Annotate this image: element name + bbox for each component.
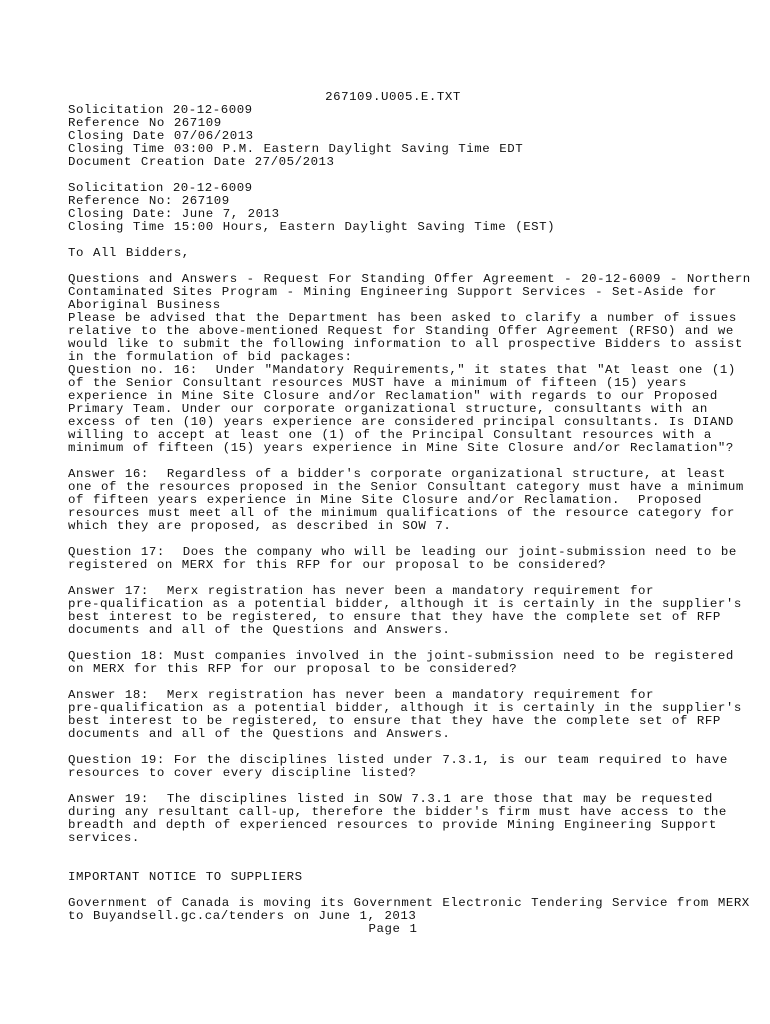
paragraph-line: services. (68, 831, 140, 845)
paragraph-line: would like to submit the following information to all prospective Bidders to assist (68, 337, 743, 351)
greeting: To All Bidders, (68, 246, 190, 260)
page-number: Page 1 (368, 922, 418, 936)
file-title: 267109.U005.E.TXT (325, 90, 461, 104)
paragraph-line: breadth and depth of experienced resources to provide Mining Engineering Support (68, 818, 717, 832)
paragraph-line: on MERX for this RFP for our proposal to be considered? (68, 662, 518, 676)
paragraph-line: best interest to be registered, to ensure that they have the complete set of RFP (68, 714, 721, 728)
paragraph-line: of the Senior Consultant resources MUST have a minimum of fifteen (15) years (68, 376, 687, 390)
block1-line: Document Creation Date 27/05/2013 (68, 155, 335, 169)
paragraph-line: willing to accept at least one (1) of the Principal Consultant resources with a (68, 428, 712, 442)
paragraph-line: Question no. 16: Under "Mandatory Requirements," it states that "At least one (1) (68, 363, 736, 377)
block2-line: Reference No: 267109 (68, 194, 230, 208)
spacer (68, 845, 718, 858)
block1-line: Solicitation 20-12-6009 (68, 103, 253, 117)
paragraph-line: documents and all of the Questions and Answers. (68, 623, 451, 637)
paragraph-line: Answer 16: Regardless of a bidder's corporate organizational structure, at least (68, 467, 726, 481)
answer-18 (68, 688, 742, 741)
paragraph-line: Contaminated Sites Program - Mining Engineering Support Services - Set-Aside for (68, 285, 717, 299)
paragraph-line: best interest to be registered, to ensure that they have the complete set of RFP (68, 610, 721, 624)
paragraph-line: which they are proposed, as described in SOW 7. (68, 519, 452, 533)
paragraph-line: Primary Team. Under our corporate organizational structure, consultants with an (68, 402, 708, 416)
answer-19 (68, 792, 727, 845)
paragraph-line: resources to cover every discipline listed? (68, 766, 417, 780)
paragraph-line: of fifteen years experience in Mine Site Closure and/or Reclamation. Proposed (68, 493, 702, 507)
paragraph-line: Answer 19: The disciplines listed in SOW 7.3.1 are those that may be requested (68, 792, 713, 806)
answer-16 (68, 467, 744, 533)
paragraph-line: documents and all of the Questions and Answers. (68, 727, 451, 741)
question-19 (68, 753, 728, 780)
paragraph-line: registered on MERX for this RFP for our proposal to be considered? (68, 558, 607, 572)
block1-line: Reference No 267109 (68, 116, 222, 130)
block1-line: Closing Time 03:00 P.M. Eastern Daylight Saving Time EDT (68, 142, 524, 156)
paragraph-line: Questions and Answers - Request For Standing Offer Agreement - 20-12-6009 - Northern (68, 272, 751, 286)
paragraph-line: pre-qualification as a potential bidder, although it is certainly in the supplier's (68, 701, 742, 715)
paragraph-line: experience in Mine Site Closure and/or Reclamation" with regards to our Proposed (68, 389, 718, 403)
block2-line: Closing Date: June 7, 2013 (68, 207, 280, 221)
paragraph-line: Aboriginal Business (68, 298, 221, 312)
intro-and-question-16 (68, 272, 751, 455)
paragraph-line: relative to the above-mentioned Request for Standing Offer Agreement (RFSO) and we (68, 324, 734, 338)
question-17 (68, 545, 737, 572)
block2-line: Closing Time 15:00 Hours, Eastern Daylight Saving Time (EST) (68, 220, 556, 234)
paragraph-line: Question 17: Does the company who will be leading our joint-submission need to be (68, 545, 737, 559)
paragraph-line: excess of ten (10) years experience are considered principal consultants. Is DIAND (68, 415, 734, 429)
paragraph-line: Answer 17: Merx registration has never been a mandatory requirement for (68, 584, 654, 598)
paragraph-line: one of the resources proposed in the Senior Consultant category must have a minimum (68, 480, 744, 494)
block1-line: Closing Date 07/06/2013 (68, 129, 254, 143)
paragraph-line: Government of Canada is moving its Government Electronic Tendering Service from MERX (68, 896, 750, 910)
solicitation-block-2 (68, 182, 718, 234)
paragraph-line: pre-qualification as a potential bidder, although it is certainly in the supplier's (68, 597, 742, 611)
solicitation-block-1 (68, 104, 718, 169)
answer-17 (68, 584, 742, 637)
notice-body (68, 896, 750, 923)
paragraph-line: resources must meet all of the minimum qualifications of the resource category for (68, 506, 735, 520)
paragraph-line: Question 19: For the disciplines listed under 7.3.1, is our team required to have (68, 753, 728, 767)
document-body (68, 90, 751, 936)
paragraph-line: minimum of fifteen (15) years experience in Mine Site Closure and/or Reclamation"? (68, 441, 734, 455)
paragraph-line: during any resultant call-up, therefore the bidder's firm must have access to the (68, 805, 727, 819)
block2-line: Solicitation 20-12-6009 (68, 181, 253, 195)
question-18 (68, 649, 734, 676)
paragraph-line: in the formulation of bid packages: (68, 350, 353, 364)
paragraph-line: to Buyandsell.gc.ca/tenders on June 1, 2013 (68, 909, 417, 923)
paragraph-line: Answer 18: Merx registration has never been a mandatory requirement for (68, 688, 654, 702)
paragraph-line: Question 18: Must companies involved in the joint-submission need to be registered (68, 649, 734, 663)
paragraph-line: Please be advised that the Department has been asked to clarify a number of issues (68, 311, 737, 325)
notice-heading: IMPORTANT NOTICE TO SUPPLIERS (68, 870, 303, 884)
